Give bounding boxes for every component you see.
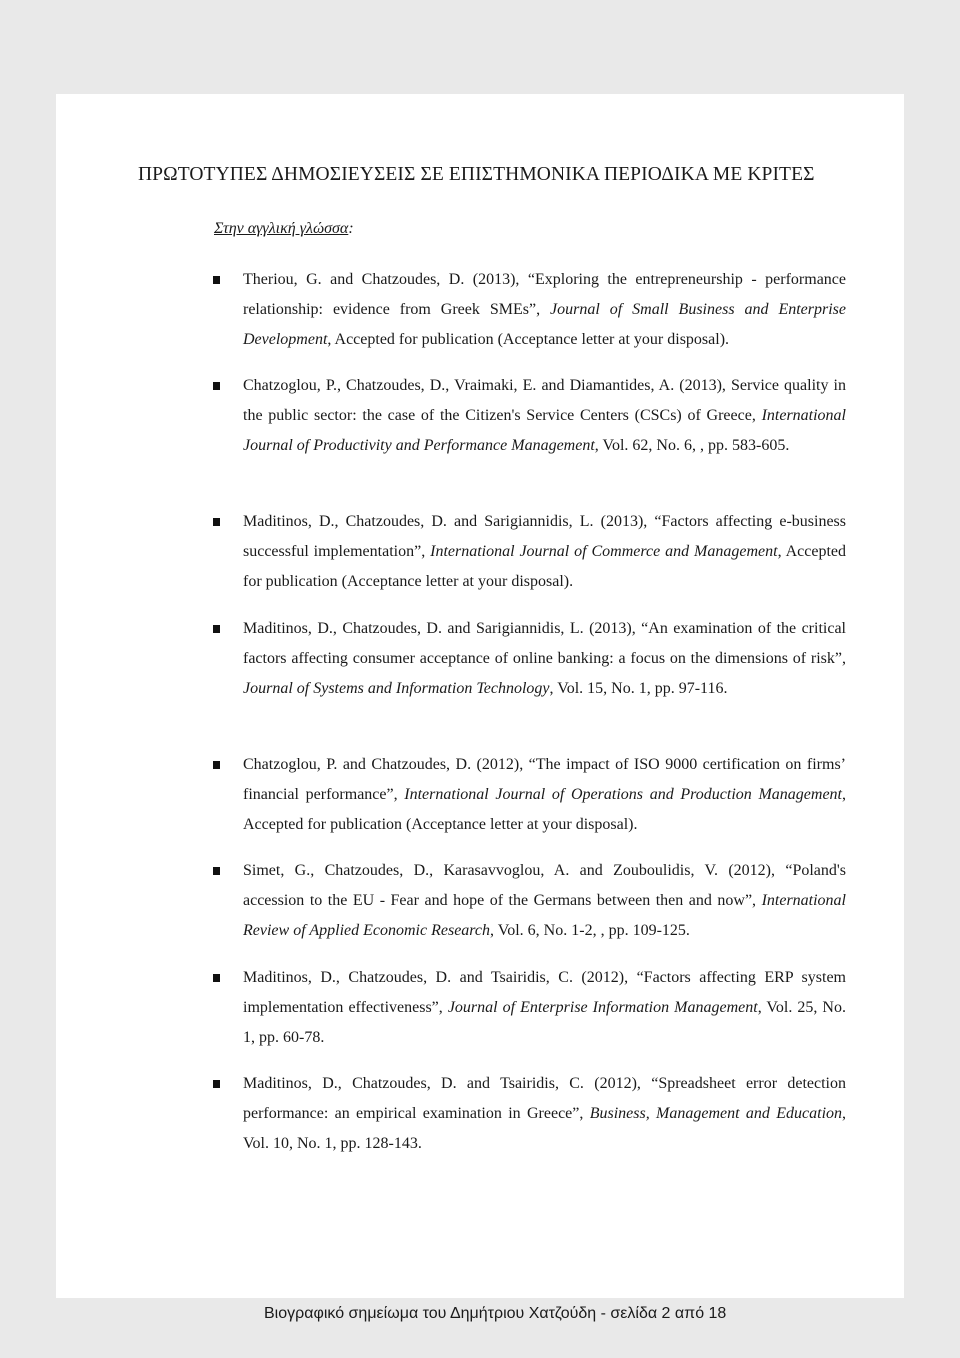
journal-title: International Journal of Commerce and Management (430, 543, 778, 560)
journal-title: Journal of Small Business and Enterprise Development (243, 301, 846, 348)
page-margin-left (0, 0, 56, 1358)
bullet-icon (213, 518, 220, 526)
page-margin-top (0, 0, 960, 94)
page-title: ΠΡΩΤΟΤΥΠΕΣ ΔΗΜΟΣΙΕΥΣΕΙΣ ΣΕ ΕΠΙΣΤΗΜΟΝΙΚΑ ΠΕΡΙΟΔΙΚΑ ΜΕ ΚΡΙΤΕΣ (138, 164, 815, 185)
journal-title: Business, Management and Education (589, 1105, 843, 1122)
page-footer: Βιογραφικό σημείωμα του Δημήτριου Χατζούδη - σελίδα 2 από 18 (264, 1305, 727, 1322)
page-margin-right (904, 0, 960, 1358)
bullet-icon (213, 382, 220, 390)
bullet-icon (213, 625, 220, 633)
reference-item: Maditinos, D., Chatzoudes, D. and Sarigiannidis, L. (2013), “Factors affecting e-business successful implementation”, International Journal of Commerce and Management, Accepted for publication (Acceptance letter at your disposal). (243, 507, 846, 597)
journal-title: International Review of Applied Economic Research (243, 892, 846, 939)
journal-title: International Journal of Productivity and Performance Management (243, 407, 846, 454)
reference-item: Maditinos, D., Chatzoudes, D. and Sarigiannidis, L. (2013), “An examination of the critical factors affecting consumer acceptance of online banking: a focus on the dimensions of risk”, Journal of Systems and Information Technology, Vol. 15, No. 1, pp. 97-116. (243, 614, 846, 704)
bullet-icon (213, 867, 220, 875)
journal-title: Journal of Systems and Information Technology (243, 680, 550, 697)
bullet-icon (213, 276, 220, 284)
reference-item: Simet, G., Chatzoudes, D., Karasavvoglou, A. and Zouboulidis, V. (2012), “Poland's accession to the EU - Fear and hope of the Germans between then and now”, International Review of Applied Economic Research, Vol. 6, No. 1-2, , pp. 109-125. (243, 856, 846, 946)
bullet-icon (213, 1080, 220, 1088)
reference-item: Chatzoglou, P. and Chatzoudes, D. (2012), “The impact of ISO 9000 certification on firms’ financial performance”, International Journal of Operations and Production Management, Accepted for publication (Acceptance letter at your disposal). (243, 750, 846, 840)
bullet-icon (213, 974, 220, 982)
subheading-text: Στην αγγλική γλώσσα (214, 220, 349, 237)
reference-item: Maditinos, D., Chatzoudes, D. and Tsairidis, C. (2012), “Spreadsheet error detection performance: an empirical examination in Greece”, Business, Management and Education, Vol. 10, No. 1, pp. 128-143. (243, 1069, 846, 1159)
reference-item: Maditinos, D., Chatzoudes, D. and Tsairidis, C. (2012), “Factors affecting ERP system implementation effectiveness”, Journal of Enterprise Information Management, Vol. 25, No. 1, pp. 60-78. (243, 963, 846, 1053)
subheading-colon: : (348, 220, 354, 237)
journal-title: Journal of Enterprise Information Management (447, 999, 758, 1016)
reference-item: Chatzoglou, P., Chatzoudes, D., Vraimaki, E. and Diamantides, A. (2013), Service quality in the public sector: the case of the Citizen's Service Centers (CSCs) of Greece, International Journal of Productivity and Performance Management, Vol. 62, No. 6, , pp. 583-605. (243, 371, 846, 461)
bullet-icon (213, 761, 220, 769)
reference-item: Theriou, G. and Chatzoudes, D. (2013), “Exploring the entrepreneurship - performance relationship: evidence from Greek SMEs”, Journal of Small Business and Enterprise Development, Accepted for publication (Acceptance letter at your disposal). (243, 265, 846, 355)
section-subheading (214, 220, 354, 238)
journal-title: International Journal of Operations and Production Management (404, 786, 842, 803)
